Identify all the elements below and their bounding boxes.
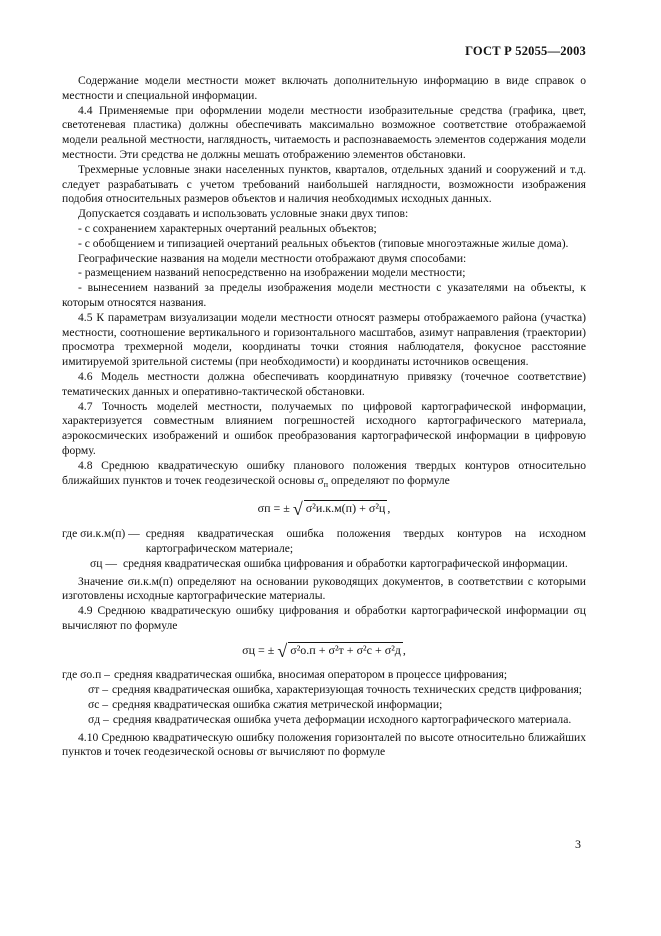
document-code: ГОСТ Р 52055—2003: [465, 44, 586, 58]
paragraph-two-types: Допускается создавать и использовать условные знаки двух типов:: [78, 207, 409, 221]
paragraph-4-8-text: 4.8 Среднюю квадратическую ошибку планового положения твердых контуров относительно ближайших пунктов и точек геодезической основы: [62, 458, 586, 487]
definition-term: где σо.п –: [62, 668, 110, 682]
list-item-shapes-generalized: - с обобщением и типизацией очертаний реальных объектов (типовые многоэтажные жилые дома).: [78, 236, 569, 250]
formula-1-trail: ,: [387, 501, 391, 516]
definition-term: σц —: [90, 556, 117, 570]
list-item-names-on-image: - размещением названий непосредственно на изображении модели местности;: [78, 266, 466, 280]
definition-row: [62, 683, 586, 698]
formula-sigma-c: [62, 642, 586, 659]
formula-2-trail: ,: [402, 642, 406, 657]
paragraph-value-source: Значение σи.к.м(п) определяют на основании руководящих документов, в соответствии с которыми изготовлены исходные картографические материалы.: [62, 574, 586, 603]
paragraph-4-5: 4.5 К параметрам визуализации модели местности относят размеры отображаемого района (участка) местности, соотношение вертикального и горизонтального масштабов, азимут направления (траектории) просмотра трехмерной модели, координаты точки стояния наблюдателя, фокусное расстояние имитируемой зрительной системы (при необходимости) и координаты источников освещения.: [62, 310, 586, 369]
formula-sigma-p: [62, 499, 586, 520]
page-number: 3: [575, 837, 581, 851]
definition-term: σд –: [88, 712, 109, 726]
definition-row: [62, 668, 586, 683]
paragraph-4-8-tail: определяют по формуле: [330, 473, 450, 487]
formula-2-lhs: σц = ±: [242, 642, 275, 657]
definition-text: средняя квадратическая ошибка, характеризующая точность технических средств цифрования;: [112, 683, 583, 697]
paragraph-3d-signs: Трехмерные условные знаки населенных пунктов, кварталов, отдельных зданий и сооружений и т.д. следует разрабатывать с учетом требований наибольшей наглядности, возможности изображения подобия относительных размеров объектов и наличия необходимых исходных данных.: [62, 162, 586, 206]
definition-term: где σи.к.м(п) —: [62, 527, 140, 541]
definition-row: [62, 527, 586, 557]
formula-1-lhs: σп = ±: [257, 501, 290, 516]
radical-sign-icon: √: [292, 499, 303, 520]
paragraph-4-4: 4.4 Применяемые при оформлении модели местности изобразительные средства (графика, цвет, светотеневая пластика) должны обеспечивать максимально возможное соответствие отображаемой модели реальной местности, наглядность, читаемость и распознаваемость элементов содержания модели местности. Эти средства не должны мешать отображению элементов обстановки.: [62, 103, 586, 161]
radical-sign-icon: √: [277, 640, 288, 661]
paragraph-4-7: 4.7 Точность моделей местности, получаемых по цифровой картографической информации, характеризуется совместным влиянием погрешностей исходного картографического материала, аэрокосмических изображений и ошибок преобразования картографической информации в цифровую форму.: [62, 399, 586, 457]
list-item-shapes-preserved: - с сохранением характерных очертаний реальных объектов;: [78, 221, 377, 235]
paragraph-4-10: 4.10 Среднюю квадратическую ошибку положения горизонталей по высоте относительно ближайших пунктов и точек геодезической основы σr вычисляют по формуле: [62, 730, 586, 759]
paragraph-4-8: 4.8 Среднюю квадратическую ошибку планового положения твердых контуров относительно ближайших пунктов и точек геодезической основы $\sigma_п$ определяют по формуле: [62, 458, 586, 489]
list-item-names-outside: - вынесением названий за пределы изображения модели местности с указателями на объекты, к которым относятся названия.: [62, 281, 586, 309]
paragraph-geo-names: Географические названия на модели местности отображают двумя способами:: [78, 251, 467, 265]
definition-text: средняя квадратическая ошибка сжатия метрической информации;: [112, 698, 443, 712]
page-body: [62, 74, 586, 760]
paragraph-4-6: 4.6 Модель местности должна обеспечивать координатную привязку (точечное соответствие) тематических данных и оперативно-тактической обстановки.: [62, 369, 586, 398]
definition-term: σс –: [88, 698, 109, 712]
definition-text: средняя квадратическая ошибка учета деформации исходного картографического материала.: [112, 712, 572, 726]
formula-2-radicand: σ²о.п + σ²т + σ²с + σ²д: [290, 642, 401, 657]
paragraph-4-9: 4.9 Среднюю квадратическую ошибку цифрования и обработки картографической информации σц вычисляют по формуле: [62, 604, 586, 632]
definition-row: [62, 713, 586, 728]
definition-row: [62, 557, 586, 572]
definition-text: средняя квадратическая ошибка, вносимая оператором в процессе цифрования;: [113, 668, 508, 682]
definition-row: [62, 698, 586, 713]
definition-text: средняя квадратическая ошибка положения твердых контуров на исходном картографическом материале;: [145, 527, 586, 555]
definition-text: средняя квадратическая ошибка цифрования и обработки картографической информации.: [122, 556, 568, 570]
formula-1-radicand: σ²и.к.м(п) + σ²ц: [305, 501, 386, 516]
paragraph-content-info: Содержание модели местности может включать дополнительную информацию в виде справок о местности и специальной информации.: [62, 74, 586, 102]
definition-term: σт –: [88, 683, 109, 697]
